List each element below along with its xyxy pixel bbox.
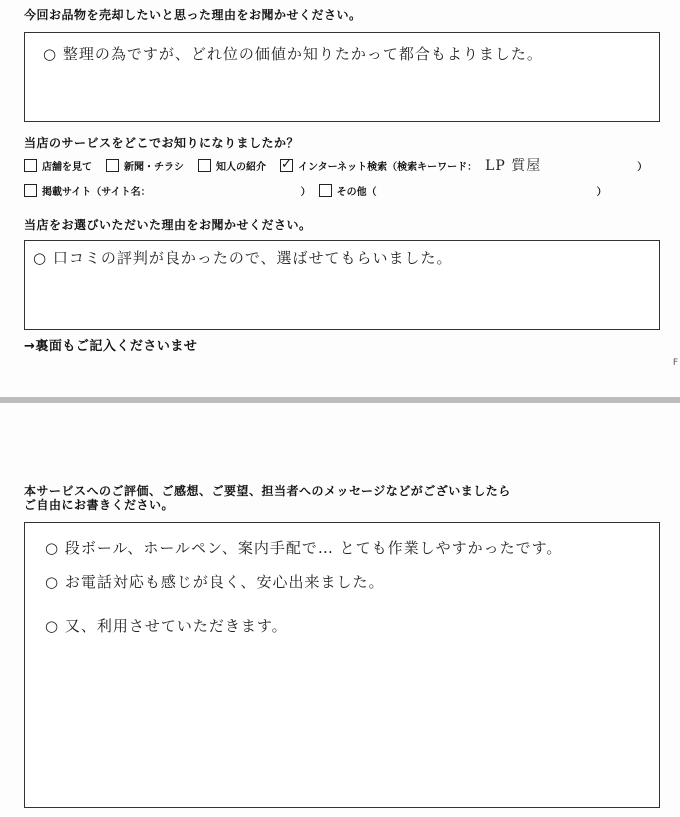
option-label-referral: 知人の紹介: [216, 161, 266, 173]
handwritten-feedback-line2: ○ お電話対応も感じが良く、安心出来ました。: [45, 573, 385, 591]
close-paren-other: ）: [596, 186, 607, 198]
checkbox-other[interactable]: [319, 184, 332, 197]
option-label-listing-site: 掲載サイト（サイト名：: [42, 186, 151, 198]
option-label-store: 店舗を見て: [42, 161, 92, 173]
answer-box-sell-reason[interactable]: [24, 32, 660, 122]
checkbox-internet[interactable]: [280, 159, 293, 172]
answer-box-why-chosen[interactable]: [24, 240, 660, 330]
close-paren-listing-site: ）: [300, 186, 311, 198]
checkbox-referral[interactable]: [198, 159, 211, 172]
answer-box-feedback[interactable]: [24, 522, 660, 808]
checkbox-listing-site[interactable]: [24, 184, 37, 197]
handwritten-answer-why-chosen: ○ 口コミの評判が良かったので、選ばせてもらいました。: [33, 249, 453, 267]
question-why-chosen: 当店をお選びいただいた理由をお聞かせください。: [24, 218, 312, 232]
handwritten-feedback-line1: ○ 段ボール、ホールペン、案内手配で… とても作業しやすかったです。: [45, 539, 563, 557]
question-how-found: 当店のサービスをどこでお知りになりましたか？: [24, 136, 300, 150]
options-row-1: [24, 157, 647, 173]
question-feedback-line2: ご自由にお書きください。: [24, 498, 175, 512]
page-separator: [0, 397, 680, 403]
options-row-2: [24, 182, 607, 198]
option-label-internet: インターネット検索（検索キーワード：: [298, 161, 478, 173]
option-label-newspaper: 新聞・チラシ: [124, 161, 184, 173]
question-feedback-line1: 本サービスへのご評価、ご感想、ご要望、担当者へのメッセージなどがございましたら: [24, 484, 511, 498]
close-paren-internet: ）: [637, 161, 648, 173]
checkbox-store[interactable]: [24, 159, 37, 172]
handwritten-search-keyword: LP 質屋: [485, 158, 542, 174]
question-sell-reason: 今回お品物を売却したいと思った理由をお聞かせください。: [24, 8, 362, 22]
footer-note: →裏面もご記入くださいませ: [24, 339, 198, 354]
handwritten-feedback-line3: ○ 又、利用させていただきます。: [45, 617, 288, 635]
checkbox-newspaper[interactable]: [106, 159, 119, 172]
handwritten-answer-sell-reason: ○ 整理の為ですが、どれ位の価値か知りたかって都合もよりました。: [43, 45, 543, 63]
option-label-other: その他（: [336, 186, 377, 198]
edge-mark: F: [672, 358, 678, 368]
